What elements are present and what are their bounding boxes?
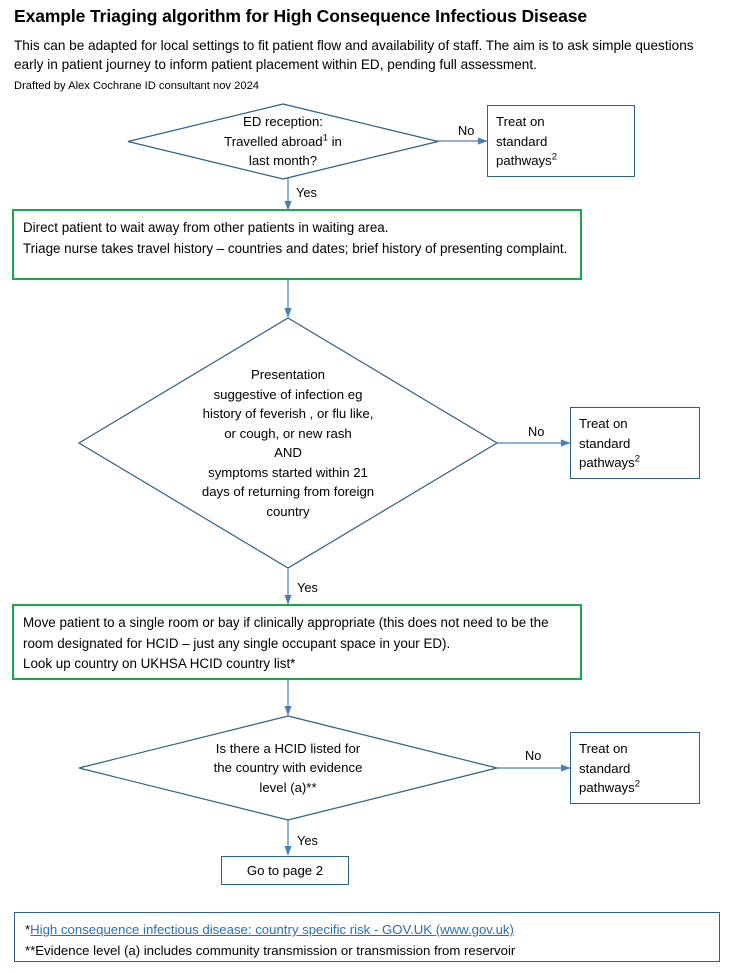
edge-label-yes-2: Yes	[297, 580, 318, 595]
footnote-evidence-level: **Evidence level (a) includes community transmission or transmission from reservoir	[25, 943, 516, 958]
footnote-link-row	[25, 919, 709, 940]
decision-hcid-listed	[79, 716, 497, 820]
drafted-by-note: Drafted by Alex Cochrane ID consultant nov 2024	[14, 80, 260, 92]
treat2-line1: Treat on	[579, 416, 628, 431]
decision3-line1: Is there a HCID listed for	[215, 740, 361, 756]
hcid-country-list-link[interactable]: High consequence infectious disease: country specific risk - GOV.UK (www.gov.uk)	[30, 922, 514, 937]
treat1-line2: standard	[496, 133, 548, 149]
green1-line2: Triage nurse takes travel history – countries and dates; brief history of presenting complaint.	[23, 240, 568, 256]
green2-line2: Look up country on UKHSA HCID country list*	[23, 656, 296, 671]
edge-label-no-2: No	[528, 424, 545, 439]
green2-line1: Move patient to a single room or bay if clinically appropriate (this does not need to be the room designated for HCID – just any single occupant space in your ED).	[23, 615, 549, 651]
decision2-line8: country	[266, 503, 310, 519]
treat-standard-pathways-box-1	[487, 105, 635, 177]
footnote-asterisk: *	[25, 922, 31, 937]
green1-line1: Direct patient to wait away from other patients in waiting area.	[23, 220, 389, 235]
decision2-line4: or cough, or new rash	[224, 425, 352, 441]
treat3-line1: Treat on	[579, 741, 628, 756]
decision-presentation-suggestive	[79, 318, 497, 568]
treat1-line3	[496, 151, 626, 171]
decision3-line3: level (a)**	[259, 779, 317, 795]
edge-label-yes-3: Yes	[297, 833, 318, 848]
decision1-footnote-marker: 1	[322, 132, 328, 144]
footnotes-box	[14, 912, 720, 962]
decision1-line2-text: Travelled abroad	[224, 133, 323, 149]
edge-label-no-3: No	[525, 748, 542, 763]
decision1-line3: last month?	[248, 153, 318, 169]
treat2-line3-text: pathways	[579, 455, 635, 470]
page-title: Example Triaging algorithm for High Consequence Infectious Disease	[14, 6, 587, 26]
treat1-line1: Treat on	[496, 114, 545, 129]
decision2-line3: history of feverish , or flu like,	[202, 406, 374, 421]
treat1-line3-text: pathways	[496, 153, 552, 168]
decision1-line2-tail: in	[327, 133, 342, 149]
edge-label-yes-1: Yes	[296, 185, 317, 200]
green-box-waiting-area	[12, 209, 582, 280]
decision2-line1: Presentation	[250, 367, 326, 382]
decision2-line6: symptoms started within 21	[208, 464, 368, 480]
green-box-single-room	[12, 604, 582, 680]
decision2-line7: days of returning from foreign	[201, 484, 375, 499]
treat2-line3	[579, 453, 691, 473]
decision2-line5: AND	[274, 445, 302, 460]
treat-standard-pathways-box-3	[570, 732, 700, 804]
treat3-line2: standard	[579, 760, 631, 776]
treat-standard-pathways-box-2	[570, 407, 700, 479]
decision3-line2: the country with evidence	[213, 760, 363, 776]
treat2-line2: standard	[579, 435, 631, 451]
decision1-line1: ED reception:	[243, 114, 323, 130]
go-to-page-2-box[interactable]: Go to page 2	[221, 856, 349, 885]
decision2-line2: suggestive of infection eg	[213, 386, 363, 402]
page-subtitle: This can be adapted for local settings to fit patient flow and availability of staff. The aim is to ask simple questions early in patient journey to inform patient placement within ED, pending full assessment.	[14, 38, 694, 72]
treat3-line3	[579, 778, 691, 798]
treat2-footnote-marker: 2	[634, 453, 641, 465]
treat3-footnote-marker: 2	[634, 778, 641, 790]
treat3-line3-text: pathways	[579, 780, 635, 795]
decision-ed-reception	[128, 104, 438, 179]
treat1-footnote-marker: 2	[551, 151, 558, 163]
edge-label-no-1: No	[458, 123, 475, 138]
